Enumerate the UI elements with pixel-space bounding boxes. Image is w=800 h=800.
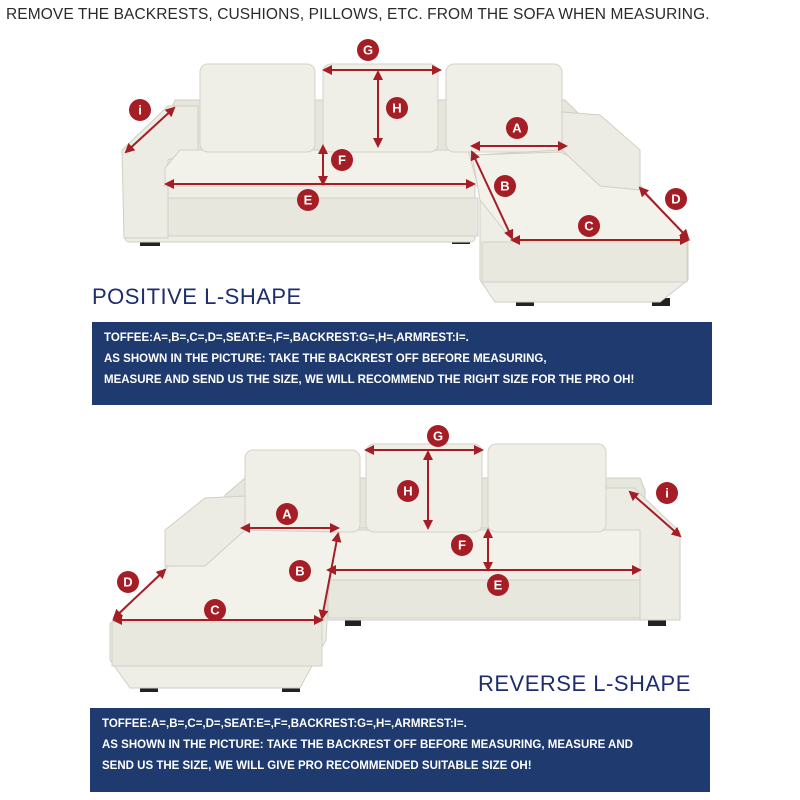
positive-marker-i [129, 99, 151, 121]
positive-marker-h [386, 97, 408, 119]
positive-marker-i-label: i [138, 102, 142, 118]
reverse-l-shape-title: REVERSE L-SHAPE [478, 671, 691, 696]
positive-marker-a-label: A [512, 120, 522, 136]
positive-marker-e [297, 189, 319, 211]
reverse-marker-i [656, 482, 678, 504]
measuring-instruction: REMOVE THE BACKRESTS, CUSHIONS, PILLOWS, ETC. FROM THE SOFA WHEN MEASURING. [6, 6, 710, 23]
positive-marker-g-label: G [362, 42, 374, 58]
positive-line-1: TOFFEE:A=,B=,C=,D=,SEAT:E=,F=,BACKREST:G=,H=,ARMREST:I=. [104, 332, 469, 344]
positive-marker-f [331, 149, 353, 171]
positive-marker-h-label: H [392, 100, 402, 116]
positive-marker-d-label: D [671, 191, 681, 207]
reverse-line-3: SEND US THE SIZE, WE WILL GIVE PRO RECOMMENDED SUITABLE SIZE OH! [102, 760, 532, 772]
positive-marker-d [665, 188, 687, 210]
reverse-marker-d [117, 571, 139, 593]
reverse-marker-f [451, 534, 473, 556]
positive-marker-f-label: F [338, 152, 346, 168]
reverse-marker-b-label: B [295, 563, 305, 579]
reverse-marker-a [276, 503, 298, 525]
positive-line-3: MEASURE AND SEND US THE SIZE, WE WILL RECOMMEND THE RIGHT SIZE FOR THE PRO OH! [104, 374, 635, 386]
positive-marker-c [578, 215, 600, 237]
reverse-marker-a-label: A [282, 506, 292, 522]
reverse-marker-f-label: F [458, 537, 466, 553]
reverse-marker-c-label: C [210, 602, 220, 618]
reverse-line-1: TOFFEE:A=,B=,C=,D=,SEAT:E=,F=,BACKREST:G=,H=,ARMREST:I=. [102, 718, 467, 730]
reverse-marker-h [397, 480, 419, 502]
reverse-line-2: AS SHOWN IN THE PICTURE: TAKE THE BACKREST OFF BEFORE MEASURING, MEASURE AND [102, 739, 633, 751]
reverse-instructions-panel [90, 708, 710, 792]
positive-marker-e-label: E [303, 192, 313, 208]
positive-marker-b [494, 175, 516, 197]
reverse-marker-h-label: H [403, 483, 413, 499]
reverse-sofa [110, 444, 680, 692]
reverse-marker-c [204, 599, 226, 621]
positive-marker-b-label: B [500, 178, 510, 194]
reverse-marker-i-label: i [665, 485, 669, 501]
positive-marker-a [506, 117, 528, 139]
positive-line-2: AS SHOWN IN THE PICTURE: TAKE THE BACKREST OFF BEFORE MEASURING, [104, 353, 547, 365]
positive-marker-c-label: C [584, 218, 594, 234]
positive-l-shape-title: POSITIVE L-SHAPE [92, 284, 302, 309]
positive-instructions-panel [92, 322, 712, 405]
positive-marker-g [357, 39, 379, 61]
reverse-marker-e [487, 574, 509, 596]
reverse-marker-b [289, 560, 311, 582]
reverse-marker-d-label: D [123, 574, 133, 590]
reverse-marker-g [427, 425, 449, 447]
reverse-marker-e-label: E [493, 577, 503, 593]
reverse-marker-g-label: G [432, 428, 444, 444]
